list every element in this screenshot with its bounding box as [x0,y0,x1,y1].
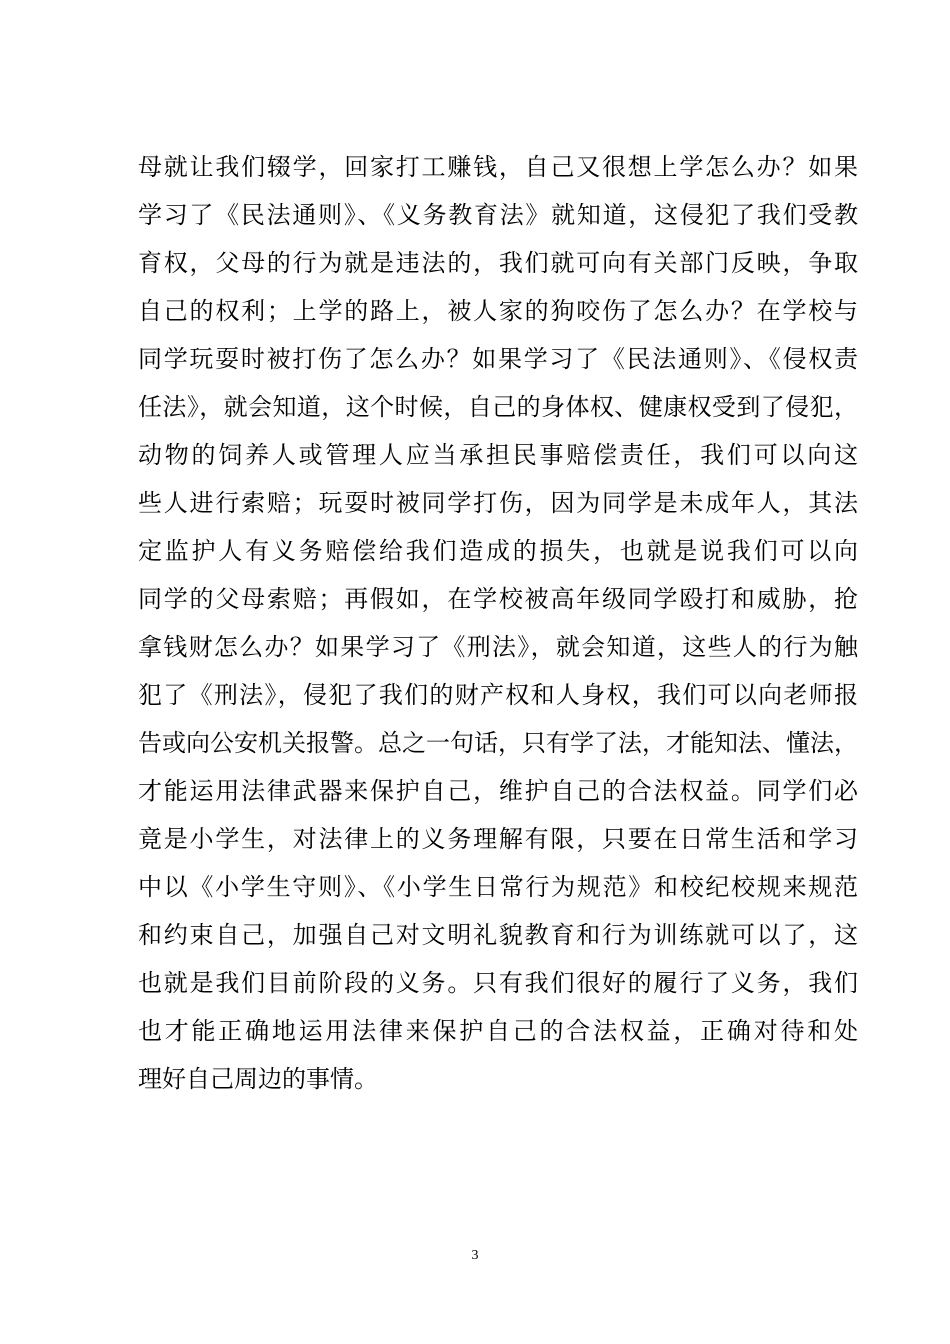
text-line-20: 理好自己周边的事情。 [138,1065,378,1093]
text-line-1: 母就让我们辍学，回家打工赚钱，自己又很想上学怎么办？如果 [138,153,858,181]
body-paragraph [138,143,858,1103]
page-number: 3 [471,1248,479,1263]
text-line-17: 和约束自己，加强自己对文明礼貌教育和行为训练就可以了，这 [138,921,858,949]
text-line-11: 拿钱财怎么办？如果学习了《刑法》，就会知道，这些人的行为触 [138,633,858,661]
text-line-9: 定监护人有义务赔偿给我们造成的损失，也就是说我们可以向 [138,537,858,565]
text-line-15: 竟是小学生，对法律上的义务理解有限，只要在日常生活和学习 [138,825,858,853]
text-line-5: 同学玩耍时被打伤了怎么办？如果学习了《民法通则》、《侵权责 [138,345,858,373]
text-line-6: 任法》，就会知道，这个时候，自己的身体权、健康权受到了侵犯， [138,393,858,421]
text-line-7: 动物的饲养人或管理人应当承担民事赔偿责任，我们可以向这 [138,441,858,469]
text-line-18: 也就是我们目前阶段的义务。只有我们很好的履行了义务，我们 [138,969,858,997]
text-line-2: 学习了《民法通则》、《义务教育法》就知道，这侵犯了我们受教 [138,201,858,229]
text-line-19: 也才能正确地运用法律来保护自己的合法权益，正确对待和处 [138,1017,858,1045]
text-line-8: 些人进行索赔；玩耍时被同学打伤，因为同学是未成年人，其法 [138,489,858,517]
text-line-13: 告或向公安机关报警。总之一句话，只有学了法，才能知法、懂法， [138,729,858,757]
text-line-12: 犯了《刑法》，侵犯了我们的财产权和人身权，我们可以向老师报 [138,681,858,709]
text-line-4: 自己的权利；上学的路上，被人家的狗咬伤了怎么办？在学校与 [138,297,858,325]
text-line-3: 育权，父母的行为就是违法的，我们就可向有关部门反映，争取 [138,249,858,277]
text-line-16: 中以《小学生守则》、《小学生日常行为规范》和校纪校规来规范 [138,873,858,901]
text-line-14: 才能运用法律武器来保护自己，维护自己的合法权益。同学们必 [138,777,858,805]
text-line-10: 同学的父母索赔；再假如，在学校被高年级同学殴打和威胁，抢 [138,585,858,613]
